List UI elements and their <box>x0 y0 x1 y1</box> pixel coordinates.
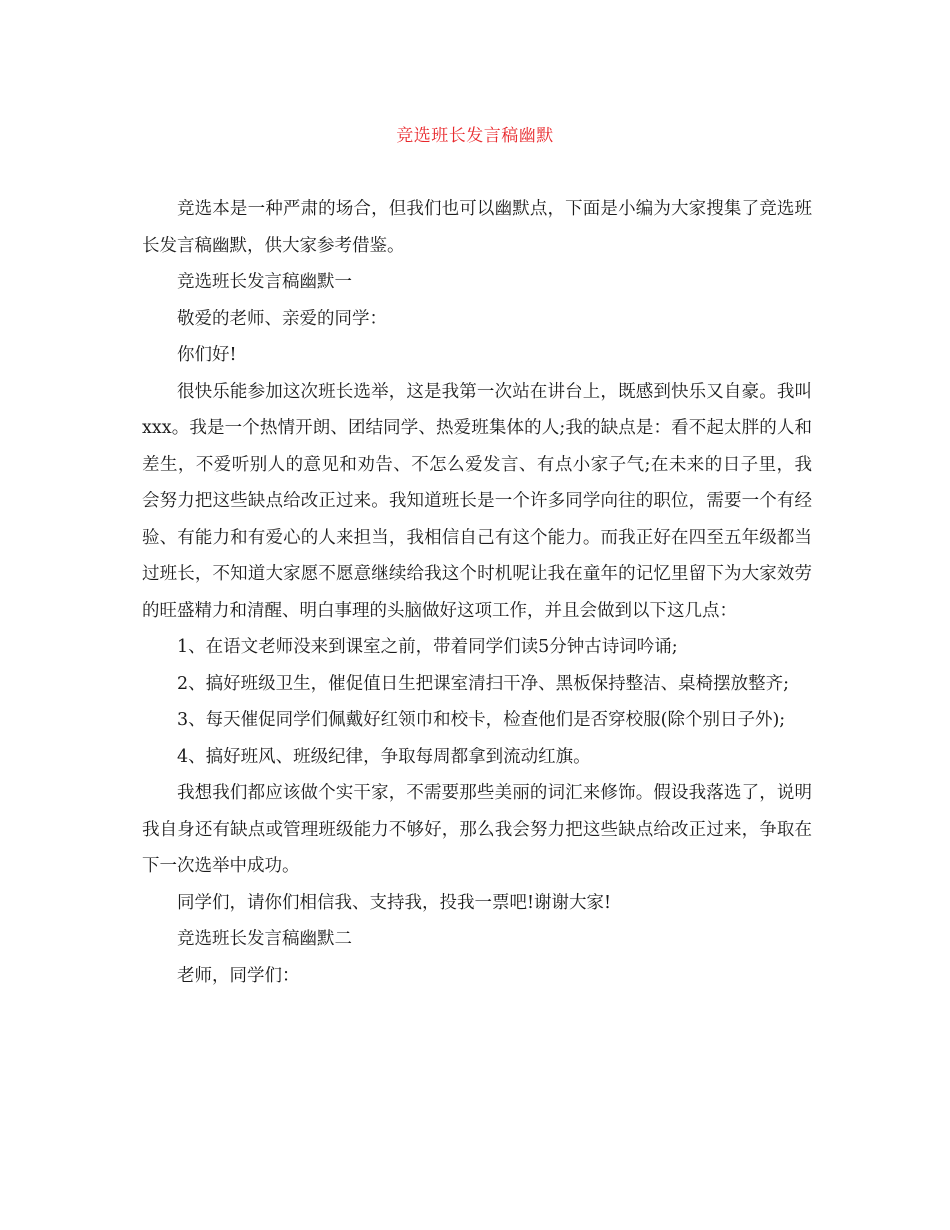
list-item-3: 3、每天催促同学们佩戴好红领巾和校卡，检查他们是否穿校服(除个别日子外); <box>177 710 786 730</box>
intro-paragraph: 竞选本是一种严肃的场合，但我们也可以幽默点，下面是小编为大家搜集了竞选班长发言稿幽默，供大家参考借鉴。 <box>142 199 812 256</box>
document-body <box>142 191 812 994</box>
salutation: 老师，同学们： <box>177 965 300 986</box>
document-title: 竞选班长发言稿幽默 <box>396 126 554 146</box>
salutation: 敬爱的老师、亲爱的同学： <box>177 308 387 329</box>
body-paragraph: 很快乐能参加这次班长选举，这是我第一次站在讲台上，既感到快乐又自豪。我叫xxx。我是一个热情开朗、团结同学、热爱班集体的人;我的缺点是：看不起太胖的人和差生，不爱听别人的意见和劝告、不怎么爱发言、有点小家子气;在未来的日子里，我会努力把这些缺点给改正过来。我知道班长是一个许多同学向往的职位，需要一个有经验、有能力和有爱心的人来担当，我相信自己有这个能力。而我正好在四至五年级都当过班长，不知道大家愿不愿意继续给我这个时机呢让我在童年的记忆里留下为大家效劳的旺盛精力和清醒、明白事理的头脑做好这项工作，并且会做到以下这几点： <box>142 381 812 621</box>
greeting: 你们好! <box>177 345 237 365</box>
closing-paragraph: 同学们，请你们相信我、支持我，投我一票吧!谢谢大家! <box>177 892 612 913</box>
section-heading-two: 竞选班长发言稿幽默二 <box>177 929 352 949</box>
body-paragraph: 我想我们都应该做个实干家，不需要那些美丽的词汇来修饰。假设我落选了，说明我自身还有缺点或管理班级能力不够好，那么我会努力把这些缺点给改正过来，争取在下一次选举中成功。 <box>142 783 812 876</box>
list-item-1: 1、在语文老师没来到课室之前，带着同学们读5分钟古诗词吟诵; <box>177 637 678 657</box>
section-heading-one: 竞选班长发言稿幽默一 <box>177 272 352 292</box>
list-item-2: 2、搞好班级卫生，催促值日生把课室清扫干净、黑板保持整洁、桌椅摆放整齐; <box>177 673 790 694</box>
list-item-4: 4、搞好班风、班级纪律，争取每周都拿到流动红旗。 <box>177 746 591 767</box>
